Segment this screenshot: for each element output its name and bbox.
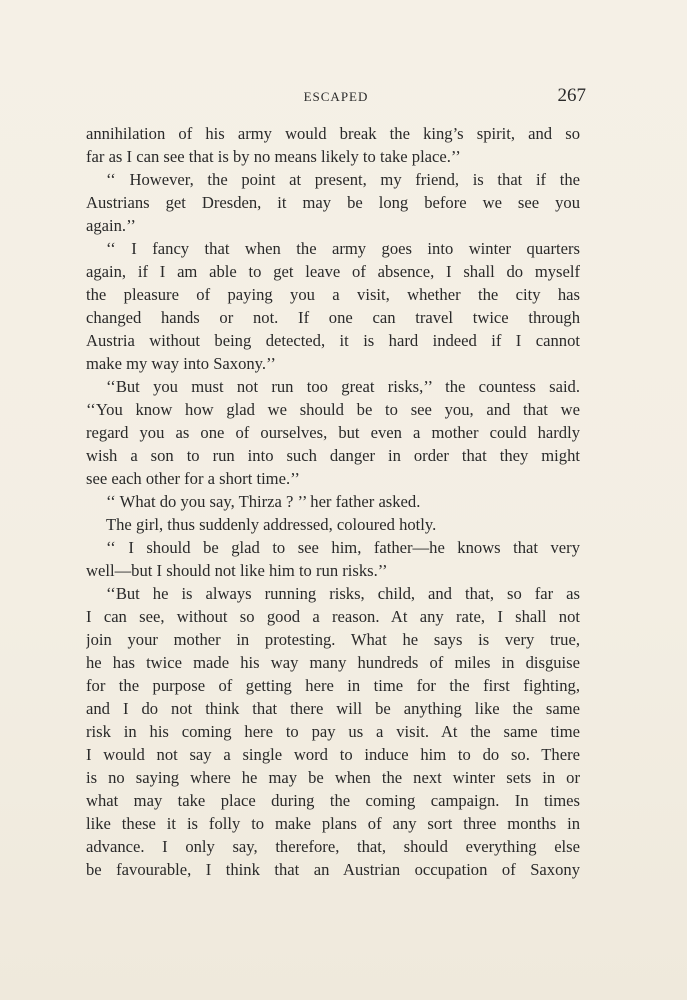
- text-line: ‘‘But you must not run too great risks,’’ the countess said.: [106, 377, 580, 396]
- text-line: changed hands or not. If one can travel twice through: [86, 308, 580, 327]
- text-line: ‘‘ I should be glad to see him, father—he knows that very: [106, 538, 580, 557]
- running-head: [86, 85, 586, 109]
- text-line: for the purpose of getting here in time for the first fighting,: [86, 676, 580, 695]
- text-line: The girl, thus suddenly addressed, coloured hotly.: [106, 515, 437, 534]
- text-line: again.’’: [86, 216, 136, 235]
- page-number: 267: [557, 85, 586, 106]
- text-line: ‘‘ What do you say, Thirza ? ’’ her father asked.: [106, 492, 421, 511]
- text-line: I would not say a single word to induce him to do so. There: [86, 745, 580, 764]
- text-line: the pleasure of paying you a visit, whether the city has: [86, 285, 580, 304]
- text-line: he has twice made his way many hundreds of miles in disguise: [86, 653, 580, 672]
- text-line: and I do not think that there will be anything like the same: [86, 699, 580, 718]
- text-line: Austria without being detected, it is hard indeed if I cannot: [86, 331, 580, 350]
- text-line: ‘‘You know how glad we should be to see you, and that we: [86, 400, 580, 419]
- text-line: ‘‘But he is always running risks, child, and that, so far as: [106, 584, 580, 603]
- body-text: [86, 122, 580, 881]
- text-line: ‘‘ However, the point at present, my friend, is that if the: [106, 170, 580, 189]
- text-line: far as I can see that is by no means likely to take place.’’: [86, 147, 461, 166]
- text-line: annihilation of his army would break the king’s spirit, and so: [86, 124, 580, 143]
- chapter-title: ESCAPED: [303, 89, 369, 104]
- text-line: advance. I only say, therefore, that, should everything else: [86, 837, 580, 856]
- text-line: again, if I am able to get leave of absence, I shall do myself: [86, 262, 580, 281]
- text-line: I can see, without so good a reason. At any rate, I shall not: [86, 607, 580, 626]
- text-line: well—but I should not like him to run risks.’’: [86, 561, 388, 580]
- text-line: be favourable, I think that an Austrian occupation of Saxony: [86, 860, 580, 879]
- text-line: ‘‘ I fancy that when the army goes into winter quarters: [106, 239, 580, 258]
- text-line: like these it is folly to make plans of any sort three months in: [86, 814, 580, 833]
- text-line: see each other for a short time.’’: [86, 469, 300, 488]
- text-line: wish a son to run into such danger in order that they might: [86, 446, 580, 465]
- text-line: regard you as one of ourselves, but even a mother could hardly: [86, 423, 580, 442]
- text-line: what may take place during the coming campaign. In times: [86, 791, 580, 810]
- text-line: make my way into Saxony.’’: [86, 354, 276, 373]
- text-line: is no saying where he may be when the next winter sets in or: [86, 768, 580, 787]
- text-line: join your mother in protesting. What he says is very true,: [86, 630, 580, 649]
- text-line: risk in his coming here to pay us a visit. At the same time: [86, 722, 580, 741]
- text-line: Austrians get Dresden, it may be long before we see you: [86, 193, 580, 212]
